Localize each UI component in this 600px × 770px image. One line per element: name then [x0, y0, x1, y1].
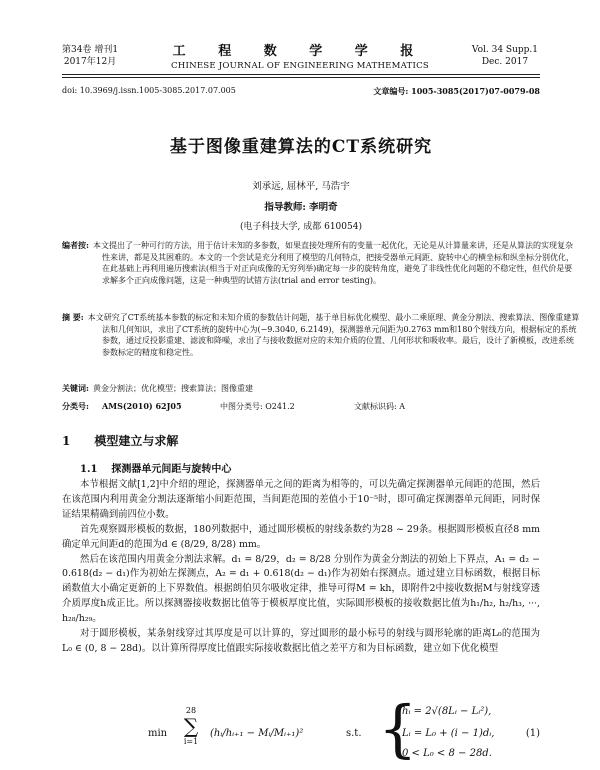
eq-sum-lower: i=1 [183, 737, 199, 746]
abstract [62, 312, 580, 358]
equation-1 [62, 692, 540, 765]
journal-name-en: CHINESE JOURNAL OF ENGINEERING MATHEMATICS [171, 61, 429, 71]
editor-note-label: 编者按: [62, 240, 89, 250]
journal-masthead [150, 44, 450, 71]
doi-line [62, 86, 540, 97]
sigma-symbol: ∑ [183, 714, 199, 738]
eq-constraint-3: 0 < L₀ < 8 − 28d. [402, 748, 492, 759]
paragraph: 对于圆形模板，某条射线穿过其厚度是可以计算的，穿过圆形的最小标号的射线与圆形轮廓的距离L₀的范围为L₀ ∈ (0, 8 − 28d)。以计算所得厚度比值跟实际接收数据比值之差平方和为目标函数，建立如下优化模型 [62, 628, 540, 654]
doi: doi: 10.3969/j.issn.1005-3085.2017.07.005 [62, 86, 236, 95]
affiliation: (电子科技大学, 成都 610054) [240, 222, 362, 232]
editor-note [62, 240, 580, 286]
paragraph: 首先观察圆形模板的数据，180列数据中，通过圆形模板的射线条数约为28 ~ 29条。根据圆形模板直径8 mm确定单元间距d的范围为d ∈ (8/29, 8/28) mm。 [62, 523, 540, 550]
section-1-1-number: 1.1 [80, 464, 98, 475]
header-date-en: Dec. 2017 [481, 57, 529, 67]
ams-label: 分类号: [62, 401, 89, 411]
section-1-number: 1 [62, 434, 71, 448]
ams-value: AMS(2010) 62J05 [102, 401, 182, 411]
eq-sum-upper: 28 [185, 706, 197, 715]
header-rule-top [62, 74, 540, 75]
keywords-label: 关键词: [62, 383, 89, 393]
section-1-heading [62, 432, 178, 449]
eq-number: (1) [525, 728, 540, 739]
clc: 中图分类号: O241.2 [220, 402, 295, 411]
eq-objective: (hᵢ/hᵢ₊₁ − Mᵢ/Mᵢ₊₁)² [210, 728, 304, 739]
journal-name-cn: 工 程 数 学 学 报 [172, 44, 428, 59]
eq-sum [176, 706, 206, 746]
section-1-1-title: 探测器单元间距与旋转中心 [111, 464, 232, 475]
eq-st: s.t. [346, 728, 362, 739]
paragraph: 本节根据文献[1,2]中介绍的理论，探测器单元之间的距离为相等的，可以先确定探测器单元间距的范围，然后在该范围内利用黄金分割法逐渐缩小间距范围，当间距范围的差值小于10⁻⁵时，即可确定探测器单元间距，同时保证结果精确到前四位小数。 [62, 479, 540, 520]
eq-constraint-2: Lᵢ = L₀ + (i − 1)dᵢ, [402, 728, 495, 739]
brace-symbol: { [378, 692, 418, 765]
keywords [62, 383, 540, 395]
eq-min: min [148, 728, 168, 739]
body-text [62, 478, 540, 657]
header-volume-cn: 第34卷 增刊1 [62, 45, 119, 55]
paper-title: 基于图像重建算法的CT系统研究 [169, 137, 433, 157]
keywords-text: 黄金分割法；优化模型；搜索算法；图像重建 [92, 384, 253, 393]
section-1-title: 模型建立与求解 [94, 434, 179, 448]
header-volume-date-en [472, 44, 538, 68]
advisor: 指导教师: 李明奇 [264, 202, 338, 213]
header-date-cn: 2017年12月 [63, 57, 117, 67]
header-volume-date [62, 44, 118, 68]
eq-constraint-1: hᵢ = 2√(8Lᵢ − Lᵢ²), [402, 706, 492, 717]
abstract-text: 本文研究了CT系统基本参数的标定和未知介质的参数估计问题，基于单目标优化模型、最小二乘原理、黄金分割法、搜索算法、图像重建算法和几何知识，求出了CT系统的旋转中心为(−9.3040, 6.2149)，探测器单元间距为0.2763 mm和180个射线方向，根据标定的系统参数，通过反投影重建、滤波和降噪，求出了与接收数据对应的未知介质的位置、几何形状和吸收率。最后，设计了新模板，改进系统参数标定的精度和稳定性。 [87, 313, 580, 357]
authors: 刘承远, 屈林平, 马浩宇 [252, 181, 350, 192]
article-id: 文章编号: 1005-3085(2017)07-0079-08 [373, 86, 540, 96]
header-rule-bottom [62, 77, 540, 78]
abstract-label: 摘 要: [62, 312, 84, 322]
classification-row [62, 401, 540, 412]
editor-note-text: 本文提出了一种可行的方法，用于估计未知的多参数，如果直接处理所有的变量一起优化，无论是从计算量来讲，还是从算法的实现复杂性来讲，都是及其困难的。本文的一个尝试是充分利用了模型的几何特点，把接受器单元间距、旋转中心的横坐标和纵坐标分别优化，在此基础上再利用遍历搜索法(相当于对正向成像的无穷列举)确定每一步的旋转角度，避免了非线性优化问题的不稳定性，但代价是要求解多个正向成像问题，这是一种典型的试错方法(trial and error testing)。 [92, 241, 574, 285]
paragraph: 然后在该范围内用黄金分割法求解。d₁ = 8/29，d₂ = 8/28 分别作为黄金分割法的初始上下界点，A₁ = d₂ − 0.618(d₂ − d₁)作为初始左探测点，A₂ = d₁ + 0.618(d₂ − d₁)作为初始右探测点。通过建立目标函数，根据目标函数值大小确定更新的上下界数值。根据朗伯贝尔吸收定律，推导可得M = kh，即附件2中接收数据M与射线穿透介质厚度h成正比。所以探测器接收数据比值等于模板厚度比值，实际圆形模板的接收数据比值为h₁/h₂, h₂/h₃, ···, h₂₈/h₂₉。 [62, 553, 540, 625]
header-volume-en: Vol. 34 Supp.1 [471, 45, 538, 55]
doc-code: 文献标识码: A [354, 402, 406, 411]
section-1-1-heading [80, 460, 231, 475]
